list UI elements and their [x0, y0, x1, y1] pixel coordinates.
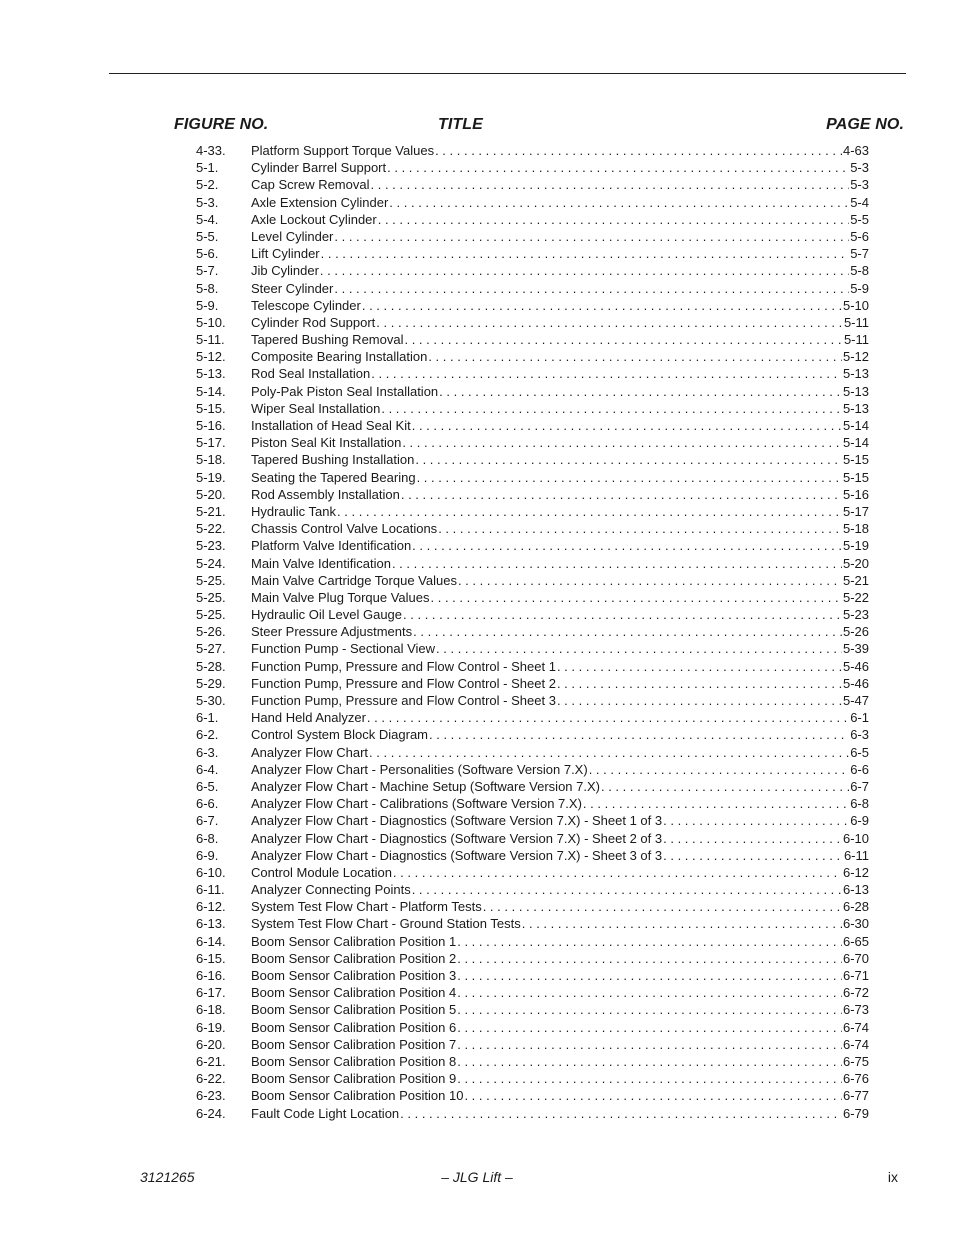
figure-number: 5-4. [196, 211, 219, 227]
page-number: 6-70 [842, 950, 869, 966]
page-number: 5-7 [850, 246, 869, 262]
figure-number: 5-3. [196, 194, 219, 210]
dot-leader [457, 967, 842, 984]
page-number: 5-17 [842, 503, 869, 519]
dot-leader [557, 675, 842, 692]
dot-leader [415, 451, 842, 468]
dot-leader [417, 469, 842, 486]
figure-number: 6-5. [196, 778, 219, 794]
figure-title: Boom Sensor Calibration Position 5 [251, 1002, 457, 1018]
list-item[interactable] [196, 451, 869, 468]
list-item[interactable] [196, 194, 869, 211]
page-number: 5-13 [842, 383, 869, 399]
list-item[interactable] [196, 555, 869, 572]
page-number: 5-4 [850, 194, 869, 210]
figure-title: Seating the Tapered Bearing [251, 469, 416, 485]
dot-leader [381, 400, 842, 417]
dot-leader [483, 898, 842, 915]
dot-leader [404, 331, 842, 348]
list-item[interactable] [196, 606, 869, 623]
figure-title: Piston Seal Kit Installation [251, 435, 402, 451]
dot-leader [334, 228, 849, 245]
dot-leader [457, 984, 842, 1001]
figure-number: 5-27. [196, 641, 226, 657]
list-item[interactable] [196, 761, 869, 778]
dot-leader [321, 245, 850, 262]
list-item[interactable] [196, 417, 869, 434]
list-item[interactable] [196, 726, 869, 743]
page-number: 5-11 [843, 314, 869, 330]
list-item[interactable] [196, 486, 869, 503]
dot-leader [663, 830, 842, 847]
list-item[interactable] [196, 572, 869, 589]
page-number: 5-26 [842, 624, 869, 640]
figure-number: 5-2. [196, 177, 219, 193]
figure-number: 6-13. [196, 916, 226, 932]
page-number: 6-7 [850, 778, 869, 794]
page-number: 5-15 [842, 469, 869, 485]
figure-number: 5-25. [196, 589, 226, 605]
list-item[interactable] [196, 623, 869, 640]
dot-leader [412, 881, 842, 898]
figure-title: Analyzer Flow Chart - Diagnostics (Software Version 7.X) - Sheet 1 of 3 [251, 813, 663, 829]
figure-number: 6-9. [196, 847, 219, 863]
page-number: 5-20 [842, 555, 869, 571]
list-item[interactable] [196, 280, 869, 297]
page-number: 5-13 [842, 400, 869, 416]
dot-leader [429, 726, 849, 743]
figure-title: Function Pump, Pressure and Flow Control - Sheet 3 [251, 693, 556, 708]
figure-title: Control System Block Diagram [251, 727, 428, 743]
figure-title: Chassis Control Valve Locations [251, 521, 438, 537]
page-number: 6-30 [842, 916, 869, 932]
list-item[interactable] [196, 589, 869, 606]
figure-title: Wiper Seal Installation [251, 400, 381, 416]
page-number: 6-75 [842, 1053, 869, 1069]
dot-leader [458, 572, 842, 589]
list-item[interactable] [196, 434, 869, 451]
list-item[interactable] [196, 469, 869, 486]
dot-leader [431, 589, 842, 606]
list-item[interactable] [196, 864, 869, 881]
dot-leader [320, 262, 849, 279]
list-item[interactable] [196, 1070, 869, 1087]
list-item[interactable] [196, 744, 869, 761]
dot-leader [362, 297, 842, 314]
page-number: 5-46 [842, 675, 869, 691]
list-item[interactable] [196, 984, 869, 1001]
figure-title: Level Cylinder [251, 228, 334, 244]
figure-title: Jib Cylinder [251, 263, 319, 279]
figure-number: 6-17. [196, 985, 226, 1001]
page-number: 5-14 [842, 435, 869, 451]
figure-title: Boom Sensor Calibration Position 3 [251, 968, 457, 983]
dot-leader [402, 434, 842, 451]
figure-number: 5-30. [196, 693, 226, 708]
figure-number: 5-16. [196, 418, 226, 433]
list-item[interactable] [196, 228, 869, 245]
figure-number: 6-2. [196, 727, 219, 743]
figure-title: System Test Flow Chart - Platform Tests [251, 899, 482, 915]
page-number: 6-77 [842, 1088, 869, 1104]
dot-leader [522, 915, 842, 932]
figure-number: 6-7. [196, 813, 219, 829]
dot-leader [393, 864, 842, 881]
figure-title: Analyzer Flow Chart - Machine Setup (Software Version 7.X) [251, 778, 600, 794]
list-item[interactable] [196, 915, 869, 932]
footer-publisher: – JLG Lift – [441, 1169, 513, 1185]
list-item[interactable] [196, 1053, 869, 1070]
figure-number: 6-11. [196, 882, 225, 898]
dot-leader [438, 520, 842, 537]
dot-leader [378, 211, 849, 228]
dot-leader [439, 383, 842, 400]
figure-title: Steer Pressure Adjustments [251, 624, 413, 640]
page-number: 6-9 [850, 813, 869, 829]
figure-title: Axle Extension Cylinder [251, 194, 389, 210]
figure-number: 4-33. [196, 143, 226, 158]
figure-number: 5-14. [196, 383, 226, 399]
figure-title: Boom Sensor Calibration Position 8 [251, 1053, 457, 1069]
figure-title: Cap Screw Removal [251, 177, 370, 193]
page-number: 6-65 [842, 933, 869, 949]
list-item[interactable] [196, 847, 869, 864]
page-number: 6-13 [842, 882, 869, 898]
dot-leader [589, 761, 850, 778]
dot-leader [412, 417, 842, 434]
dot-leader [457, 1070, 842, 1087]
figure-title: Cylinder Rod Support [251, 314, 376, 330]
list-item[interactable] [196, 537, 869, 554]
list-item[interactable] [196, 709, 869, 726]
list-item[interactable] [196, 1019, 869, 1036]
page-number: 6-71 [842, 968, 869, 983]
figure-title: Analyzer Flow Chart [251, 744, 369, 760]
page-number: 5-21 [842, 572, 869, 588]
figure-number: 5-25. [196, 572, 226, 588]
dot-leader [376, 314, 843, 331]
figure-title: Main Valve Plug Torque Values [251, 589, 430, 605]
figure-number: 6-3. [196, 744, 219, 760]
list-item[interactable] [196, 297, 869, 314]
figure-number: 5-22. [196, 521, 226, 537]
dot-leader [387, 159, 849, 176]
figure-number: 5-21. [196, 503, 226, 519]
dot-leader [557, 692, 842, 709]
figure-title: Function Pump - Sectional View [251, 641, 436, 657]
dot-leader [371, 365, 842, 382]
dot-leader [457, 1053, 842, 1070]
figure-title: Hand Held Analyzer [251, 710, 366, 726]
figure-title: Steer Cylinder [251, 280, 334, 296]
figure-number: 5-10. [196, 314, 226, 330]
page-number: 5-47 [842, 693, 869, 708]
list-item[interactable] [196, 331, 869, 348]
page-number: 6-12 [842, 864, 869, 880]
dot-leader [334, 280, 849, 297]
page-number: 5-3 [850, 160, 869, 176]
page-number: 6-72 [842, 985, 869, 1001]
page-number: 6-73 [842, 1002, 869, 1018]
list-item[interactable] [196, 933, 869, 950]
figure-number: 6-19. [196, 1019, 226, 1035]
figure-title: Boom Sensor Calibration Position 4 [251, 985, 457, 1001]
figure-title: Fault Code Light Location [251, 1105, 400, 1121]
figure-title: System Test Flow Chart - Ground Station Tests [251, 916, 521, 932]
figure-title: Tapered Bushing Removal [251, 332, 404, 348]
figure-number: 6-23. [196, 1088, 226, 1104]
figure-number: 5-25. [196, 607, 226, 623]
list-item[interactable] [196, 159, 869, 176]
dot-leader [428, 348, 842, 365]
list-item[interactable] [196, 812, 869, 829]
dot-leader [583, 795, 849, 812]
list-item[interactable] [196, 658, 869, 675]
dot-leader [464, 1087, 842, 1104]
page-number: 6-28 [842, 899, 869, 915]
figure-number: 5-23. [196, 538, 226, 554]
list-item[interactable] [196, 967, 869, 984]
page-number: 5-14 [842, 418, 869, 433]
figure-number: 6-20. [196, 1036, 226, 1052]
figure-number: 6-1. [196, 710, 219, 726]
page-number: 6-79 [842, 1105, 869, 1121]
figure-title: Hydraulic Tank [251, 503, 337, 519]
figure-no-header: FIGURE NO. [174, 116, 269, 133]
page-number: 6-1 [850, 710, 869, 726]
page-number: 5-16 [842, 486, 869, 502]
figure-title: Analyzer Flow Chart - Personalities (Software Version 7.X) [251, 761, 588, 777]
page-number: 5-22 [842, 589, 869, 605]
footer-page-number: ix [887, 1169, 898, 1185]
figure-title: Boom Sensor Calibration Position 6 [251, 1019, 457, 1035]
top-rule [109, 73, 906, 74]
figure-title: Hydraulic Oil Level Gauge [251, 607, 403, 623]
dot-leader [457, 1019, 842, 1036]
figure-number: 5-8. [196, 280, 219, 296]
list-item[interactable] [196, 1087, 869, 1104]
figure-number: 5-24. [196, 555, 226, 571]
page-number: 6-74 [842, 1036, 869, 1052]
page-number: 6-3 [850, 727, 869, 743]
figure-title: Rod Assembly Installation [251, 486, 400, 502]
list-item[interactable] [196, 383, 869, 400]
list-item[interactable] [196, 778, 869, 795]
dot-leader [663, 847, 843, 864]
figure-title: Installation of Head Seal Kit [251, 418, 411, 433]
page-number: 5-5 [850, 211, 869, 227]
list-item[interactable] [196, 262, 869, 279]
figure-title: Function Pump, Pressure and Flow Control - Sheet 1 [251, 658, 556, 674]
figure-title: Axle Lockout Cylinder [251, 211, 377, 227]
dot-leader [436, 640, 842, 657]
figure-number: 5-7. [196, 263, 219, 279]
page-number: 6-5 [850, 744, 869, 760]
page-number: 5-10 [842, 297, 869, 313]
figure-number: 5-19. [196, 469, 226, 485]
page-number: 6-74 [842, 1019, 869, 1035]
page-number: 5-46 [842, 658, 869, 674]
page-number: 4-63 [842, 143, 869, 158]
page-number: 5-15 [842, 452, 869, 468]
figure-number: 5-26. [196, 624, 226, 640]
list-item[interactable] [196, 176, 869, 193]
figure-number: 6-8. [196, 830, 219, 846]
list-item[interactable] [196, 898, 869, 915]
figure-number: 5-6. [196, 246, 219, 262]
list-item[interactable] [196, 1036, 869, 1053]
dot-leader [337, 503, 842, 520]
list-item[interactable] [196, 503, 869, 520]
list-item[interactable] [196, 400, 869, 417]
list-item[interactable] [196, 640, 869, 657]
list-item[interactable] [196, 795, 869, 812]
page-number: 5-23 [842, 607, 869, 623]
figure-number: 6-21. [196, 1053, 226, 1069]
figure-title: Rod Seal Installation [251, 366, 371, 382]
dot-leader [403, 606, 842, 623]
dot-leader [400, 1105, 842, 1122]
figure-number: 5-11. [196, 332, 225, 348]
dot-leader [392, 555, 842, 572]
list-item[interactable] [196, 881, 869, 898]
dot-leader [457, 1036, 842, 1053]
figure-number: 5-28. [196, 658, 226, 674]
dot-leader [457, 1001, 842, 1018]
dot-leader [663, 812, 849, 829]
figure-number: 5-15. [196, 400, 226, 416]
figure-number: 5-17. [196, 435, 226, 451]
figure-title: Boom Sensor Calibration Position 2 [251, 950, 457, 966]
figure-title: Boom Sensor Calibration Position 9 [251, 1071, 457, 1087]
page-number: 5-39 [842, 641, 869, 657]
figure-number: 6-16. [196, 968, 226, 983]
figure-title: Control Module Location [251, 864, 392, 880]
figure-title: Function Pump, Pressure and Flow Control - Sheet 2 [251, 675, 556, 691]
figure-number: 5-20. [196, 486, 226, 502]
dot-leader [601, 778, 849, 795]
title-header: TITLE [438, 116, 483, 133]
figure-number: 5-9. [196, 297, 219, 313]
list-item[interactable] [196, 348, 869, 365]
figure-title: Analyzer Flow Chart - Calibrations (Software Version 7.X) [251, 796, 582, 812]
figure-title: Telescope Cylinder [251, 297, 361, 313]
figure-title: Analyzer Flow Chart - Diagnostics (Software Version 7.X) - Sheet 3 of 3 [251, 847, 663, 863]
figure-title: Boom Sensor Calibration Position 10 [251, 1088, 464, 1104]
figure-title: Analyzer Connecting Points [251, 882, 411, 898]
figure-number: 5-1. [196, 160, 219, 176]
figure-number: 6-22. [196, 1071, 226, 1087]
dot-leader [369, 744, 849, 761]
page-number: 6-11 [843, 847, 869, 863]
page-number: 5-19 [842, 538, 869, 554]
list-item[interactable] [196, 692, 869, 709]
dot-leader [413, 623, 842, 640]
page-number: 6-8 [850, 796, 869, 812]
figure-number: 6-14. [196, 933, 226, 949]
figure-title: Tapered Bushing Installation [251, 452, 415, 468]
dot-leader [412, 537, 842, 554]
page-no-header: PAGE NO. [826, 116, 904, 133]
page-number: 6-6 [850, 761, 869, 777]
figure-title: Main Valve Cartridge Torque Values [251, 572, 457, 588]
figure-number: 6-15. [196, 950, 226, 966]
dot-leader [371, 176, 850, 193]
figure-number: 6-6. [196, 796, 219, 812]
dot-leader [401, 486, 842, 503]
list-item[interactable] [196, 520, 869, 537]
dot-leader [389, 194, 849, 211]
figure-title: Main Valve Identification [251, 555, 391, 571]
figure-number: 5-18. [196, 452, 226, 468]
figure-title: Cylinder Barrel Support [251, 160, 387, 176]
list-item[interactable] [196, 1105, 869, 1122]
list-item[interactable] [196, 142, 869, 159]
list-item[interactable] [196, 830, 869, 847]
figure-number: 5-12. [196, 349, 226, 365]
figure-title: Analyzer Flow Chart - Diagnostics (Software Version 7.X) - Sheet 2 of 3 [251, 830, 663, 846]
dot-leader [435, 142, 842, 159]
figure-number: 5-29. [196, 675, 226, 691]
list-item[interactable] [196, 675, 869, 692]
list-item[interactable] [196, 314, 869, 331]
figure-title: Poly-Pak Piston Seal Installation [251, 383, 439, 399]
page-number: 5-13 [842, 366, 869, 382]
page-number: 5-8 [850, 263, 869, 279]
page-number: 5-12 [842, 349, 869, 365]
dot-leader [367, 709, 849, 726]
figure-number: 5-5. [196, 228, 219, 244]
figure-number: 5-13. [196, 366, 226, 382]
figure-number: 6-4. [196, 761, 219, 777]
figure-title: Platform Valve Identification [251, 538, 412, 554]
page-number: 5-18 [842, 521, 869, 537]
dot-leader [457, 933, 842, 950]
list-item[interactable] [196, 211, 869, 228]
dot-leader [457, 950, 842, 967]
page-number: 6-76 [842, 1071, 869, 1087]
figure-number: 6-12. [196, 899, 226, 915]
figure-title: Platform Support Torque Values [251, 143, 435, 158]
list-of-figures [196, 142, 869, 1122]
figure-title: Boom Sensor Calibration Position 1 [251, 933, 457, 949]
figure-title: Composite Bearing Installation [251, 349, 428, 365]
list-item[interactable] [196, 245, 869, 262]
page-number: 5-11 [843, 332, 869, 348]
footer-doc-number: 3121265 [140, 1169, 195, 1185]
list-item[interactable] [196, 365, 869, 382]
figure-title: Boom Sensor Calibration Position 7 [251, 1036, 457, 1052]
page-number: 6-10 [842, 830, 869, 846]
list-item[interactable] [196, 950, 869, 967]
dot-leader [557, 658, 842, 675]
figure-number: 6-10. [196, 864, 226, 880]
page-number: 5-3 [850, 177, 869, 193]
page-number: 5-9 [850, 280, 869, 296]
figure-number: 6-24. [196, 1105, 226, 1121]
figure-number: 6-18. [196, 1002, 226, 1018]
figure-title: Lift Cylinder [251, 246, 320, 262]
page-number: 5-6 [850, 228, 869, 244]
list-item[interactable] [196, 1001, 869, 1018]
